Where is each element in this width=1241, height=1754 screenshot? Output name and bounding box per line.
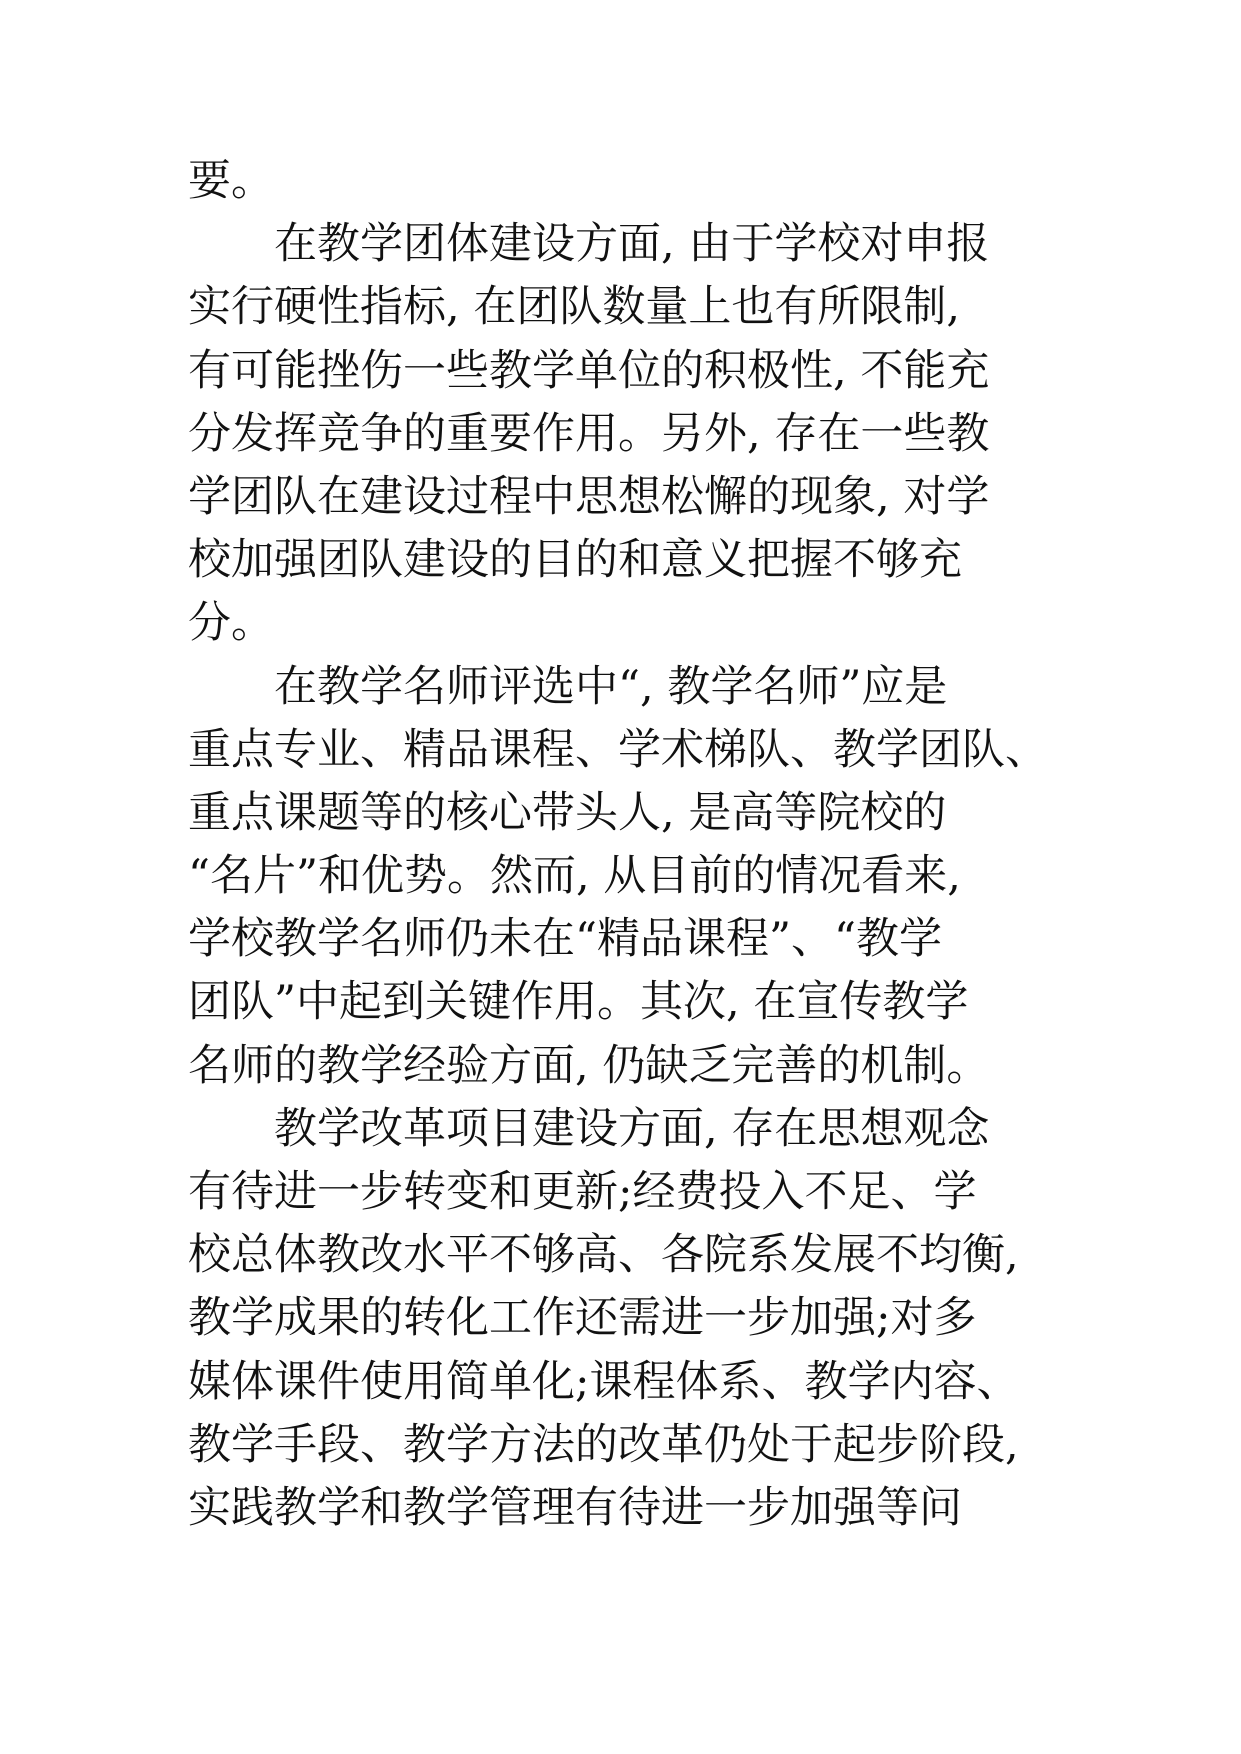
text-line: 重点专业、精品课程、学术梯队、教学团队、 [188, 724, 1048, 775]
text-line: 在教学名师评选中“, 教学名师”应是 [188, 661, 948, 712]
text-line: 实行硬性指标, 在团队数量上也有所限制, [188, 282, 961, 333]
text-line: 学校教学名师仍未在“精品课程”、“教学 [188, 914, 942, 965]
text-line: 教学手段、教学方法的改革仍处于起步阶段, [188, 1419, 1019, 1470]
text-line: 学团队在建设过程中思想松懈的现象, 对学 [188, 471, 990, 522]
text-line: 在教学团体建设方面, 由于学校对申报 [188, 219, 990, 270]
text-line: 要。 [188, 156, 274, 206]
text-line: 有待进一步转变和更新;经费投入不足、学 [188, 1167, 977, 1217]
text-line: 名师的教学经验方面, 仍缺乏完善的机制。 [188, 1040, 990, 1091]
text-line: 媒体课件使用简单化;课程体系、教学内容、 [188, 1356, 1020, 1407]
text-line: 分发挥竞争的重要作用。另外, 存在一些教 [188, 408, 990, 459]
text-line: 有可能挫伤一些教学单位的积极性, 不能充 [188, 345, 990, 396]
text-line: 团队”中起到关键作用。其次, 在宣传教学 [188, 977, 969, 1028]
text-line: 校加强团队建设的目的和意义把握不够充 [188, 535, 962, 586]
text-line: 实践教学和教学管理有待进一步加强等问 [188, 1482, 962, 1533]
text-line: 分。 [188, 598, 274, 649]
body-text [188, 150, 1088, 1540]
text-line: 重点课题等的核心带头人, 是高等院校的 [188, 787, 947, 838]
text-line: “名片”和优势。然而, 从目前的情况看来, [188, 851, 961, 902]
text-line: 校总体教改水平不够高、各院系发展不均衡, [188, 1230, 1019, 1281]
text-line: 教学改革项目建设方面, 存在思想观念 [188, 1103, 990, 1154]
text-line: 教学成果的转化工作还需进一步加强;对多 [188, 1293, 977, 1344]
